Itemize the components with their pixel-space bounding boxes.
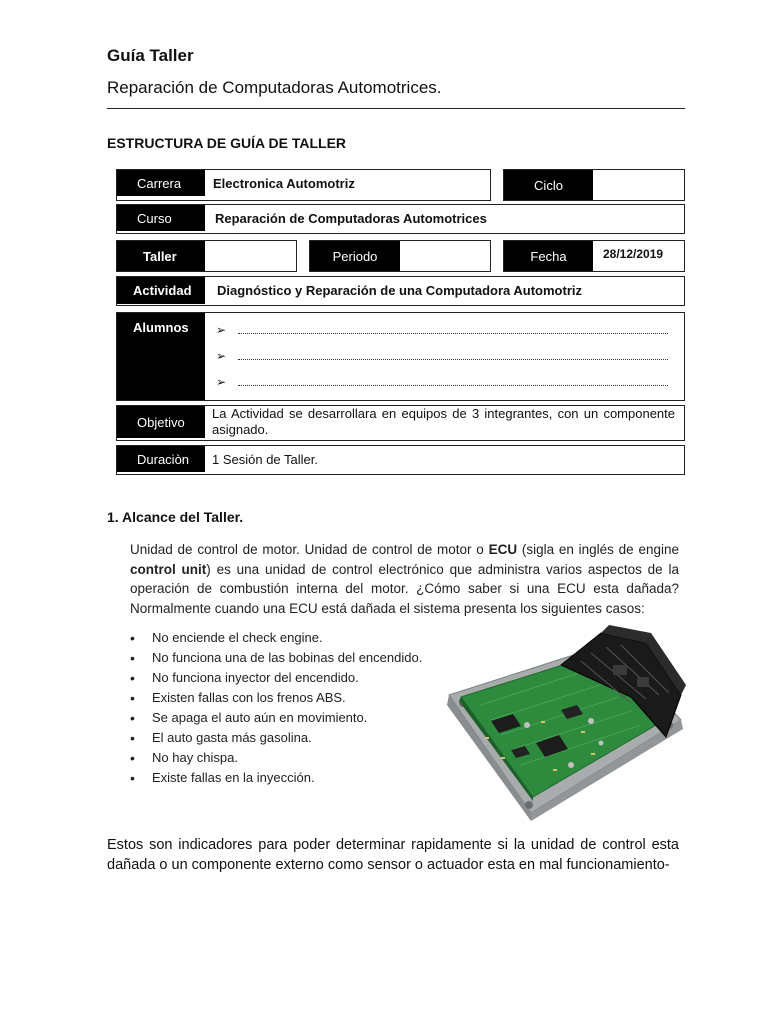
ciclo-label: Ciclo xyxy=(504,170,593,200)
fecha-label: Fecha xyxy=(504,241,593,271)
list-item: • Existen fallas con los frenos ABS. xyxy=(130,688,422,708)
document-title: Guía Taller xyxy=(107,46,194,65)
periodo-label: Periodo xyxy=(310,241,400,271)
student-line-2[interactable] xyxy=(216,349,668,363)
arrow-bullet-icon: ➢ xyxy=(216,349,227,363)
closing-paragraph: Estos son indicadores para poder determinar rapidamente si la unidad de control esta dañada o un componente externo como sensor o actuador esta en mal funcionamiento- xyxy=(107,837,679,873)
actividad-value: Diagnóstico y Reparación de una Computadora Automotriz xyxy=(217,283,582,298)
arrow-bullet-icon: ➢ xyxy=(216,323,227,337)
dotted-line xyxy=(238,384,668,386)
header-divider xyxy=(107,108,685,109)
duracion-label: Duraciòn xyxy=(117,446,205,472)
para-text: (sigla en inglés de engine xyxy=(517,542,679,557)
carrera-value: Electronica Automotriz xyxy=(213,176,355,191)
arrow-bullet-icon: ➢ xyxy=(216,375,227,389)
list-item: • No enciende el check engine. xyxy=(130,628,422,648)
objetivo-label: Objetivo xyxy=(117,406,205,438)
para-text: ) es una unidad de control electrónico que administra varios aspectos de la operación de combustión interna del motor. ¿Cómo saber si una ECU esta dañada? Normalmente cuando una ECU está dañada el sistema presenta los siguientes casos: xyxy=(130,561,679,616)
section-title: 1. Alcance del Taller. xyxy=(107,509,244,525)
list-item: • Se apaga el auto aún en movimiento. xyxy=(130,708,422,728)
para-text: Unidad de control de motor. Unidad de control de motor o xyxy=(130,542,489,557)
document-subtitle: Reparación de Computadoras Automotrices. xyxy=(107,78,442,97)
intro-paragraph xyxy=(130,540,679,618)
curso-value: Reparación de Computadoras Automotrices xyxy=(215,211,487,226)
dotted-line xyxy=(238,358,668,360)
alumnos-label: Alumnos xyxy=(117,313,205,400)
list-item: • No funciona inyector del encendido. xyxy=(130,668,422,688)
curso-label: Curso xyxy=(117,205,205,231)
para-ecu-bold: ECU xyxy=(488,542,518,557)
ecu-board-image xyxy=(441,625,689,825)
objetivo-value: La Actividad se desarrollara en equipos de 3 integrantes, con un componente asignado. xyxy=(212,406,675,437)
para-control-unit-bold: control unit xyxy=(130,561,207,577)
dotted-line xyxy=(238,332,668,334)
duracion-value: 1 Sesión de Taller. xyxy=(212,452,318,467)
student-line-3[interactable] xyxy=(216,375,668,389)
fecha-value: 28/12/2019 xyxy=(603,247,664,261)
list-item: • No hay chispa. xyxy=(130,748,422,768)
structure-heading: ESTRUCTURA DE GUÍA DE TALLER xyxy=(107,135,347,151)
actividad-label: Actividad xyxy=(117,277,205,304)
list-item: • No funciona una de las bobinas del encendido. xyxy=(130,648,422,668)
symptom-list xyxy=(130,628,422,788)
list-item: • El auto gasta más gasolina. xyxy=(130,728,422,748)
carrera-label: Carrera xyxy=(117,170,205,196)
taller-label: Taller xyxy=(117,241,205,271)
student-line-1[interactable] xyxy=(216,323,668,337)
list-item: • Existe fallas en la inyección. xyxy=(130,768,422,788)
